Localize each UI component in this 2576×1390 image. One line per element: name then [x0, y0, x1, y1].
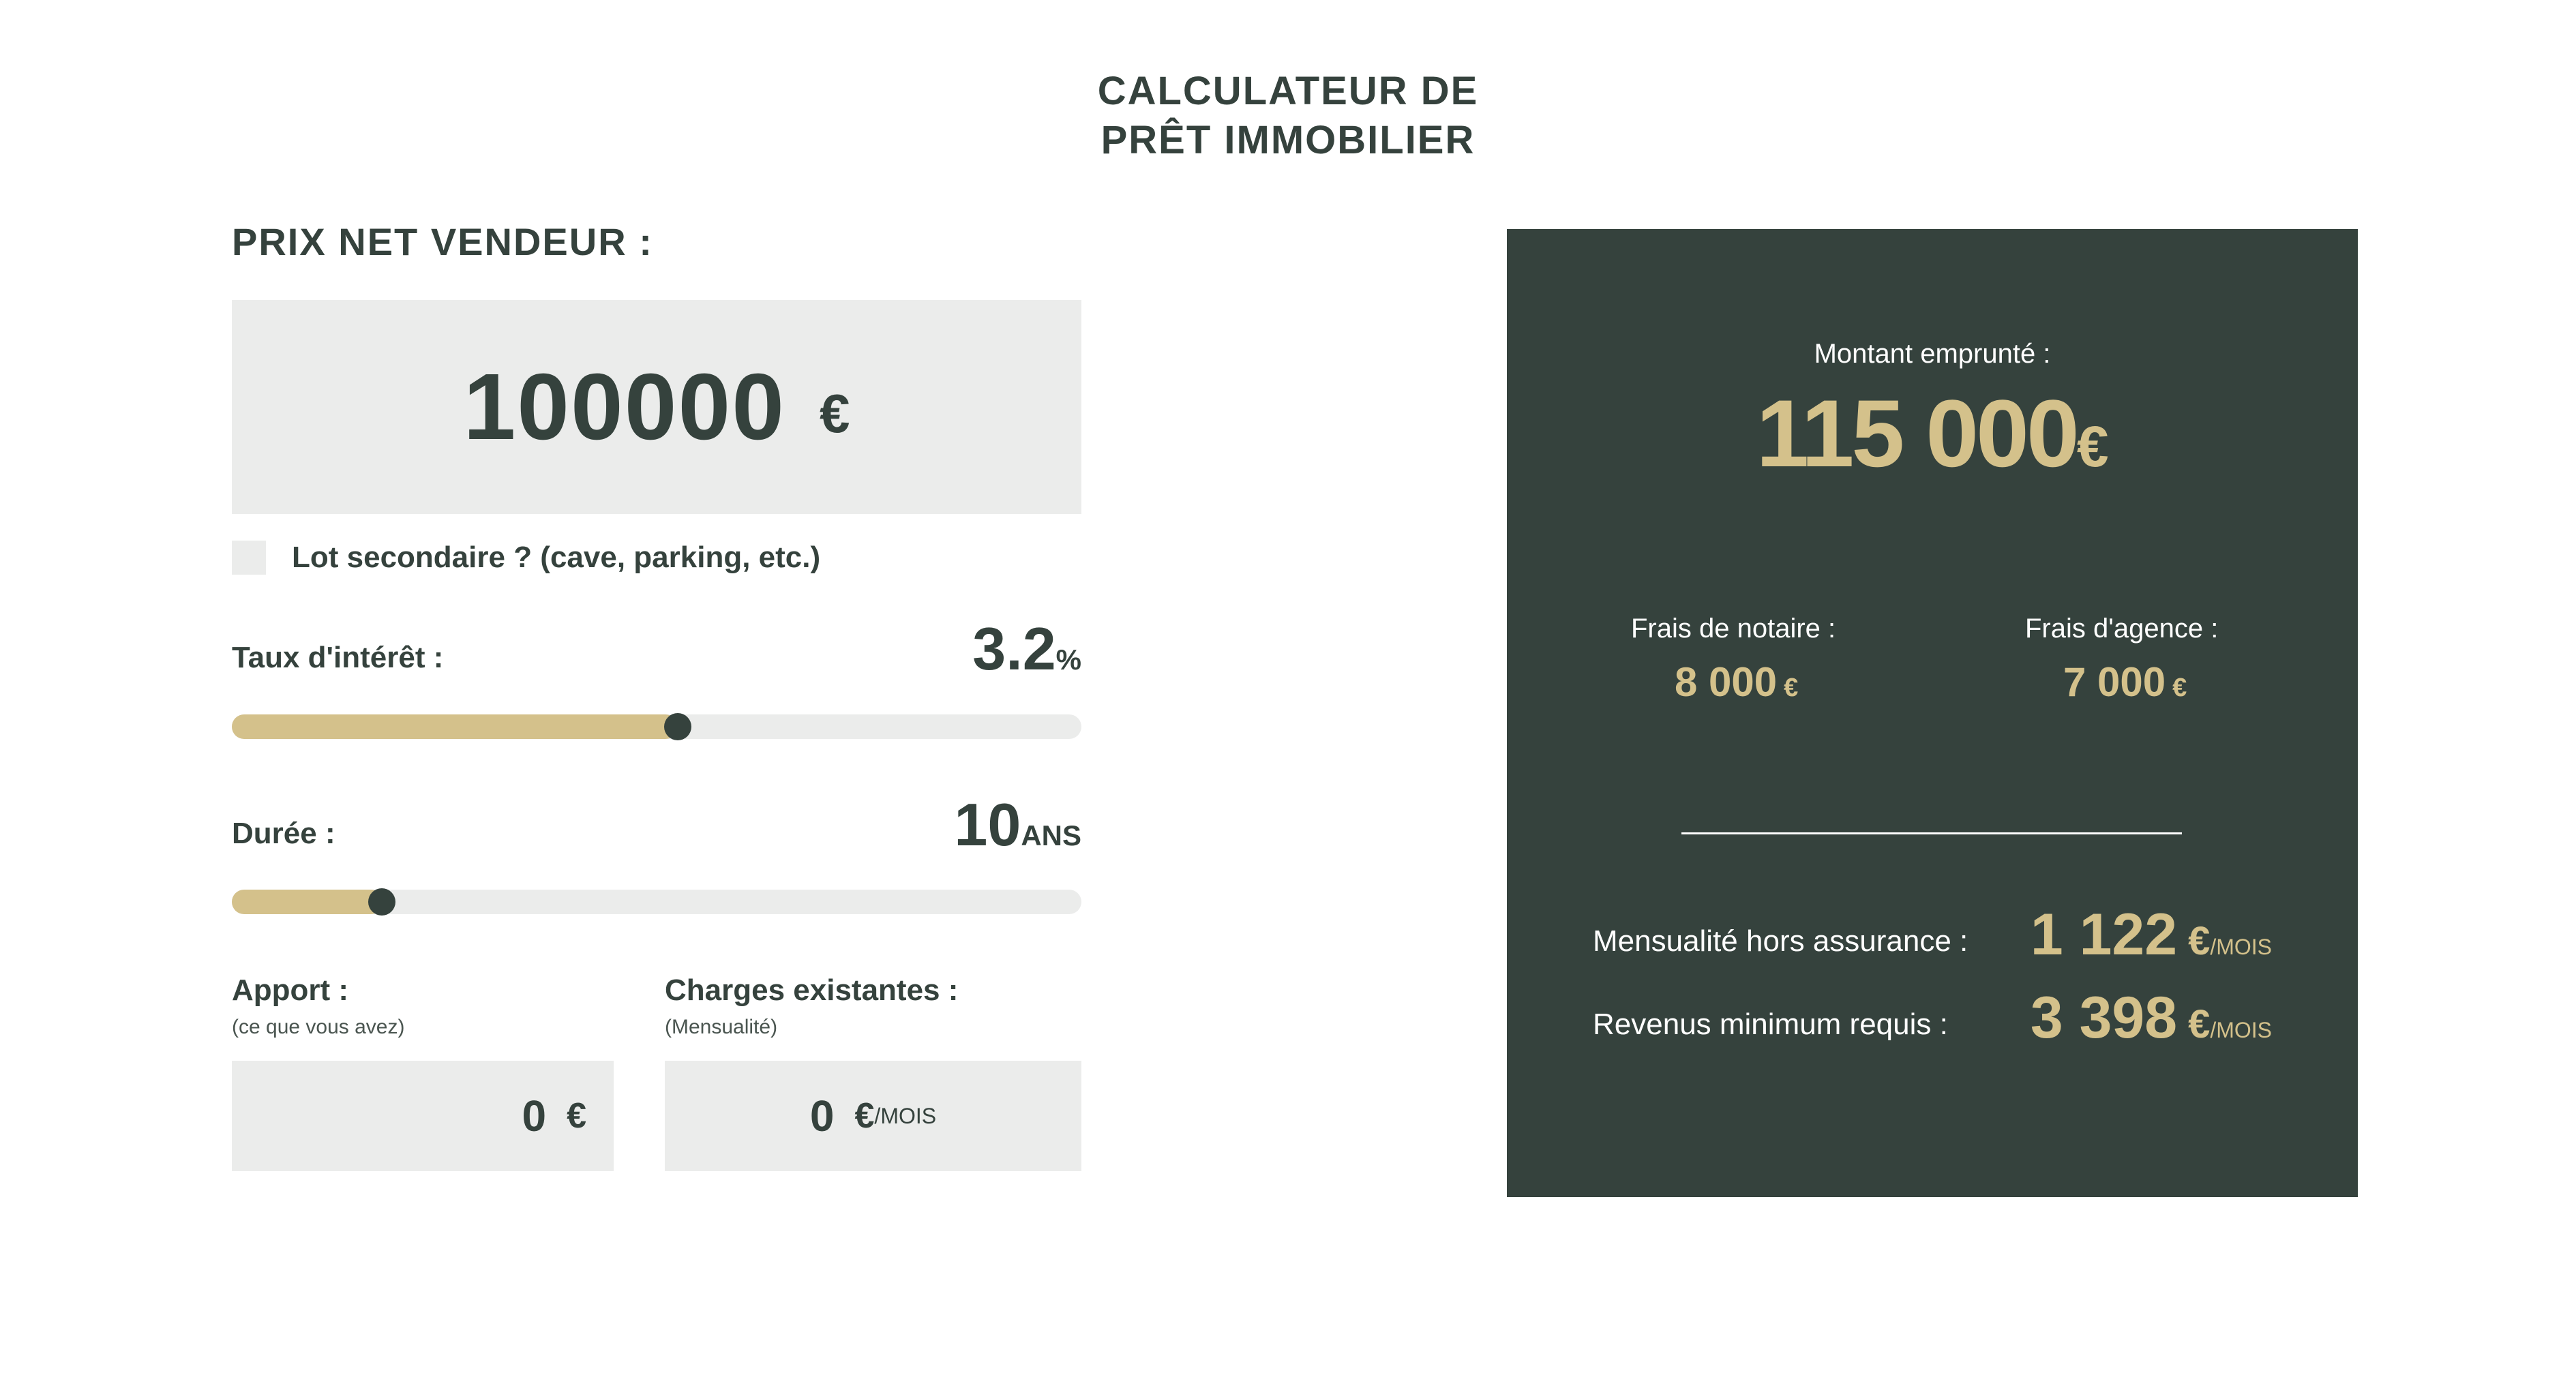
charges-sublabel: (Mensualité): [665, 1016, 778, 1038]
revenus-unit: €: [2188, 1002, 2211, 1046]
agence-unit: €: [2172, 674, 2187, 702]
taux-unit: %: [1055, 644, 1081, 676]
apport-label: Apport :: [232, 973, 349, 1007]
montant-value: 115 000: [1756, 380, 2077, 487]
duree-slider-handle[interactable]: [368, 888, 395, 916]
apport-sublabel: (ce que vous avez): [232, 1016, 405, 1038]
prix-label: PRIX NET VENDEUR :: [232, 220, 653, 263]
charges-label: Charges existantes :: [665, 973, 959, 1007]
duree-unit: ANS: [1021, 819, 1081, 851]
prix-unit: €: [820, 383, 850, 444]
revenus-readout: [2031, 984, 2272, 1052]
apport-unit: €: [567, 1096, 586, 1136]
montant-label: Montant emprunté :: [1814, 339, 2051, 369]
results-divider: [1681, 832, 2182, 834]
agence-readout: [2063, 659, 2187, 706]
results-panel: [1507, 229, 2358, 1197]
apport-value: 0: [522, 1091, 547, 1140]
taux-readout: [972, 616, 1081, 682]
prix-input[interactable]: [232, 300, 1081, 514]
duree-slider-fill: [232, 890, 383, 914]
duree-label: Durée :: [232, 817, 335, 850]
charges-value: 0: [809, 1091, 835, 1140]
notaire-readout: [1675, 659, 1798, 706]
charges-unit: €: [854, 1096, 875, 1136]
notaire-unit: €: [1784, 674, 1799, 702]
montant-readout: [1507, 379, 2358, 501]
duree-readout: [954, 792, 1081, 858]
montant-unit: €: [2076, 414, 2109, 479]
page-title: [0, 67, 2576, 165]
taux-slider-fill: [232, 714, 678, 739]
duree-value: 10: [954, 791, 1021, 858]
prix-value: 100000: [463, 354, 785, 459]
revenus-per: /MOIS: [2210, 1018, 2272, 1042]
apport-input[interactable]: [232, 1061, 614, 1171]
taux-value: 3.2: [972, 615, 1056, 682]
charges-input[interactable]: [665, 1061, 1081, 1171]
revenus-label: Revenus minimum requis :: [1593, 1008, 1948, 1041]
page-title-line2: PRÊT IMMOBILIER: [1100, 118, 1476, 162]
lot-secondaire-checkbox[interactable]: [232, 541, 266, 575]
taux-label: Taux d'intérêt :: [232, 641, 444, 674]
lot-secondaire-label[interactable]: Lot secondaire ? (cave, parking, etc.): [292, 541, 821, 574]
mensualite-readout: [2031, 901, 2272, 969]
page-title-line1: CALCULATEUR DE: [1097, 69, 1479, 113]
mensualite-per: /MOIS: [2210, 935, 2272, 959]
mensualite-value: 1 122: [2030, 902, 2178, 967]
notaire-label: Frais de notaire :: [1631, 614, 1836, 644]
agence-value: 7 000: [2063, 659, 2166, 705]
revenus-value: 3 398: [2030, 985, 2178, 1051]
mensualite-label: Mensualité hors assurance :: [1593, 924, 1968, 958]
agence-label: Frais d'agence :: [2025, 614, 2219, 644]
taux-slider-handle[interactable]: [664, 713, 691, 740]
charges-per: /MOIS: [874, 1103, 937, 1128]
mensualite-unit: €: [2188, 919, 2211, 963]
notaire-value: 8 000: [1675, 659, 1778, 705]
